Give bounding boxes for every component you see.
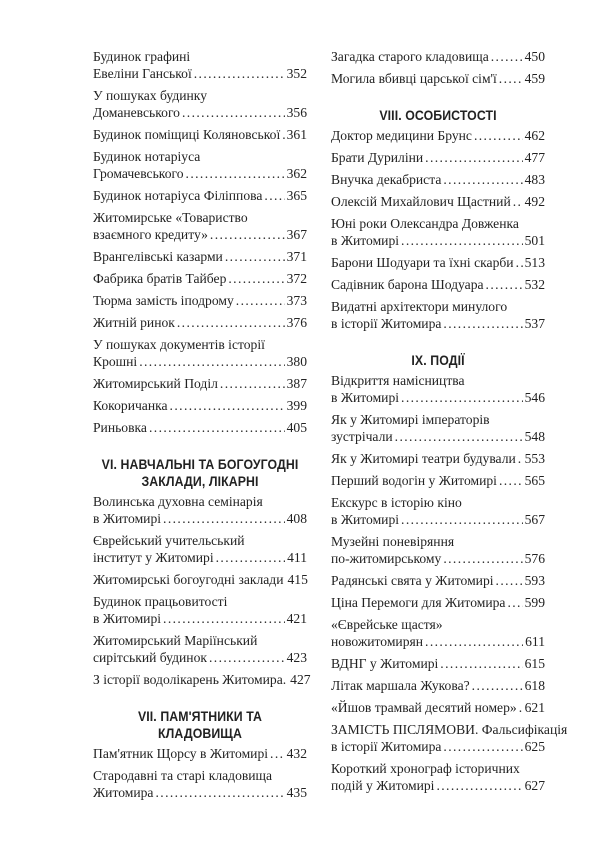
dot-leader — [264, 187, 284, 204]
toc-entry — [331, 699, 545, 716]
toc-page-number: 387 — [286, 376, 307, 391]
toc-page-number: 621 — [524, 700, 545, 715]
toc-page-number: 627 — [524, 778, 545, 793]
toc-page-number: 599 — [524, 595, 545, 610]
toc-page-number: 546 — [524, 390, 545, 405]
toc-entry-title: сирітський будинок — [93, 650, 207, 665]
toc-entry-title: Житомирське «Товариство — [93, 210, 248, 225]
dot-leader — [507, 594, 522, 611]
toc-entry-title: подій у Житомирі — [331, 778, 435, 793]
section-heading-line: ЗАКЛАДИ, ЛІКАРНІ — [141, 474, 259, 489]
toc-entry — [331, 276, 545, 293]
toc-entry — [331, 594, 545, 611]
dot-leader — [225, 248, 285, 265]
toc-entry-title: Загадка старого кладовища — [331, 49, 489, 64]
toc-entry — [93, 248, 307, 265]
dot-leader — [401, 389, 523, 406]
toc-entry — [93, 632, 307, 666]
dot-leader — [472, 677, 523, 694]
toc-entry-title: Доктор медицини Брунс — [331, 128, 472, 143]
dot-leader — [216, 549, 286, 566]
toc-entry-title: Фабрика братів Тайбер — [93, 271, 227, 286]
toc-page-number: 356 — [286, 105, 307, 120]
toc-page-number: 380 — [286, 354, 307, 369]
dot-leader — [139, 353, 284, 370]
toc-entry-title: Доманевського — [93, 105, 180, 120]
toc-entry-title: Як у Житомирі театри будували — [331, 451, 516, 466]
section-heading — [102, 456, 299, 490]
toc-right-column — [331, 48, 568, 799]
toc-entry — [331, 372, 545, 406]
dot-leader — [270, 745, 285, 762]
toc-entry-title: Житомирський Поділ — [93, 376, 218, 391]
dot-leader — [236, 292, 285, 309]
dot-leader — [518, 450, 523, 467]
toc-entry — [331, 572, 545, 589]
dot-leader — [516, 254, 523, 271]
toc-entry — [93, 148, 307, 182]
toc-page-number: 421 — [286, 611, 307, 626]
toc-entry — [93, 397, 307, 414]
toc-page-number: 365 — [286, 188, 307, 203]
toc-entry — [331, 494, 545, 528]
toc-entry — [331, 149, 545, 166]
toc-entry-title: Громачевського — [93, 166, 184, 181]
dot-leader — [282, 126, 284, 143]
dot-leader — [499, 472, 523, 489]
toc-entry-title: Крошні — [93, 354, 138, 369]
section-heading — [102, 708, 299, 742]
dot-leader — [443, 738, 522, 755]
dot-leader — [440, 655, 522, 672]
toc-entry-title: Як у Житомирі імператорів — [331, 412, 490, 427]
toc-entry — [331, 655, 545, 672]
dot-leader — [401, 511, 523, 528]
toc-entry — [331, 193, 545, 210]
toc-page-number: 513 — [524, 255, 545, 270]
toc-entry — [331, 721, 568, 755]
toc-entry — [93, 87, 307, 121]
dot-leader — [149, 419, 285, 436]
toc-entry-title: Олексій Михайлович Щастний — [331, 194, 511, 209]
toc-page-number: 462 — [524, 128, 545, 143]
toc-page-number: 492 — [524, 194, 545, 209]
toc-entry-title: Житомирські богоугодні заклади — [93, 572, 284, 587]
toc-entry — [331, 677, 545, 694]
toc-entry — [93, 493, 307, 527]
dot-leader — [425, 149, 522, 166]
toc-entry — [93, 375, 307, 392]
dot-leader — [210, 226, 285, 243]
toc-entry-title: «Єврейське щастя» — [331, 617, 443, 632]
toc-entry — [331, 70, 545, 87]
toc-entry-title: в Житомирі — [93, 611, 162, 626]
toc-entry-title: Пам'ятник Щорсу в Житомирі — [93, 746, 269, 761]
toc-entry — [331, 760, 545, 794]
toc-entry — [93, 270, 307, 287]
toc-entry-title: Кокоричанка — [93, 398, 168, 413]
toc-page-number: 565 — [524, 473, 545, 488]
toc-entry-title: Екскурс в історію кіно — [331, 495, 462, 510]
toc-entry-title: Перший водогін у Житомирі — [331, 473, 497, 488]
toc-entry-title: в історії Житомира — [331, 316, 442, 331]
toc-page-number: 501 — [524, 233, 545, 248]
toc-entry-title: Короткий хронограф історичних — [331, 761, 520, 776]
toc-page-number: 532 — [524, 277, 545, 292]
toc-entry-title: Внучка декабриста — [331, 172, 442, 187]
dot-leader — [401, 232, 523, 249]
toc-entry-title: в Житомирі — [331, 390, 400, 405]
toc-page-number: 432 — [286, 746, 307, 761]
toc-entry-title: Будинок поміщиці Коляновської — [93, 127, 281, 142]
toc-entry — [93, 209, 307, 243]
dot-leader — [209, 649, 285, 666]
toc-entry-title: Єврейський учительський — [93, 533, 245, 548]
toc-entry — [331, 533, 545, 567]
toc-entry — [93, 187, 307, 204]
toc-entry-title: Врангелівські казарми — [93, 249, 223, 264]
dot-leader — [228, 270, 284, 287]
toc-entry — [93, 571, 307, 588]
toc-page-number: 405 — [286, 420, 307, 435]
toc-entry-title: Будинок нотаріуса Філіппова — [93, 188, 263, 203]
toc-page-number: 423 — [286, 650, 307, 665]
dot-leader — [443, 550, 522, 567]
toc-page-number: 399 — [286, 398, 307, 413]
toc-entry-title: взаємного кредиту» — [93, 227, 208, 242]
toc-entry — [331, 127, 545, 144]
dot-leader — [499, 70, 523, 87]
dot-leader — [513, 193, 523, 210]
dot-leader — [519, 699, 523, 716]
toc-page-number: 372 — [286, 271, 307, 286]
toc-entry — [93, 671, 311, 688]
dot-leader — [395, 428, 523, 445]
dot-leader — [186, 165, 285, 182]
toc-entry — [331, 171, 545, 188]
toc-page-number: 367 — [286, 227, 307, 242]
toc-page-number: 371 — [286, 249, 307, 264]
toc-entry — [93, 419, 307, 436]
toc-page-number: 537 — [524, 316, 545, 331]
dot-leader — [177, 314, 285, 331]
toc-page-number: 477 — [524, 150, 545, 165]
toc-page-number: 459 — [524, 71, 545, 86]
toc-entry-title: Волинська духовна семінарія — [93, 494, 263, 509]
dot-leader — [436, 777, 522, 794]
toc-entry-title: в Житомирі — [331, 233, 400, 248]
toc-entry-title: Могила вбивці царської сім'ї — [331, 71, 497, 86]
toc-entry-title: Радянські свята у Житомирі — [331, 573, 494, 588]
toc-entry — [331, 411, 545, 445]
toc-entry-title: Ціна Перемоги для Житомира — [331, 595, 506, 610]
dot-leader — [443, 171, 522, 188]
toc-entry-title: У пошуках будинку — [93, 88, 207, 103]
toc-entry — [331, 472, 545, 489]
toc-page-number: 411 — [287, 550, 307, 565]
toc-entry — [93, 745, 307, 762]
dot-leader — [496, 572, 523, 589]
toc-page-number: 483 — [524, 172, 545, 187]
toc-entry — [93, 292, 307, 309]
toc-page-number: 625 — [524, 739, 545, 754]
toc-page-number: 415 — [287, 572, 308, 587]
toc-entry-title: Будинок працьовитості — [93, 594, 228, 609]
toc-entry — [331, 298, 545, 332]
toc-entry — [93, 767, 307, 801]
toc-entry-title: ВДНГ у Житомирі — [331, 656, 439, 671]
toc-entry-title: Літак маршала Жукова? — [331, 678, 470, 693]
toc-entry-title: У пошуках документів історії — [93, 337, 265, 352]
toc-page-number: 408 — [286, 511, 307, 526]
toc-entry — [331, 616, 545, 650]
toc-entry-title: Будинок графині — [93, 49, 191, 64]
toc-entry-title: З історії водолікарень Житомира. — [93, 672, 287, 687]
toc-page-number: 450 — [524, 49, 545, 64]
dot-leader — [220, 375, 285, 392]
toc-entry-title: Відкриття намісництва — [331, 373, 465, 388]
toc-page-number: 361 — [286, 127, 307, 142]
toc-entry — [93, 593, 307, 627]
dot-leader — [155, 784, 284, 801]
toc-page-number: 618 — [524, 678, 545, 693]
toc-entry-title: новожитомирян — [331, 634, 424, 649]
toc-entry-title: Житомирський Маріїнський — [93, 633, 258, 648]
dot-leader — [425, 633, 523, 650]
toc-entry-title: Житній ринок — [93, 315, 175, 330]
toc-entry-title: Риньовка — [93, 420, 147, 435]
toc-entry-title: Садівник барона Шодуара — [331, 277, 484, 292]
toc-page-number: 427 — [290, 672, 311, 687]
toc-entry-title: «Йшов трамвай десятий номер» — [331, 700, 517, 715]
toc-entry-title: в історії Житомира — [331, 739, 442, 754]
toc-page-number: 362 — [286, 166, 307, 181]
section-heading-line: VI. НАВЧАЛЬНІ ТА БОГОУГОДНІ — [101, 457, 299, 472]
toc-entry — [331, 450, 545, 467]
toc-entry — [93, 48, 307, 82]
toc-left-column — [93, 48, 311, 806]
dot-leader — [474, 127, 523, 144]
section-heading-line: VII. ПАМ'ЯТНИКИ ТА КЛАДОВИЩА — [137, 709, 263, 741]
dot-leader — [182, 104, 285, 121]
toc-page-number: 373 — [286, 293, 307, 308]
toc-entry — [93, 126, 307, 143]
toc-page-number: 567 — [524, 512, 545, 527]
toc-entry-title: Музейні поневіряння — [331, 534, 455, 549]
toc-entry — [93, 532, 307, 566]
toc-page-number: 553 — [524, 451, 545, 466]
dot-leader — [163, 610, 285, 627]
toc-page-number: 376 — [286, 315, 307, 330]
dot-leader — [170, 397, 285, 414]
dot-leader — [163, 510, 285, 527]
toc-entry-title: Видатні архітектори минулого — [331, 299, 508, 314]
toc-entry — [331, 254, 545, 271]
toc-entry-title: Барони Шодуари та їхні скарби — [331, 255, 514, 270]
toc-page-number: 548 — [524, 429, 545, 444]
toc-entry-title: Юні роки Олександра Довженка — [331, 216, 519, 231]
toc-entry — [93, 336, 307, 370]
toc-entry-title: Житомира — [93, 785, 154, 800]
toc-entry — [93, 314, 307, 331]
toc-entry-title: інститут у Житомирі — [93, 550, 214, 565]
toc-page-number: 611 — [525, 634, 545, 649]
toc-entry-title: Евеліни Ганської — [93, 66, 192, 81]
toc-entry — [331, 48, 545, 65]
toc-entry-title: ЗАМІСТЬ ПІСЛЯМОВИ. Фальсифікація — [331, 722, 568, 737]
toc-entry-title: по-житомирському — [331, 551, 442, 566]
toc-page-number: 593 — [524, 573, 545, 588]
toc-entry-title: Брати Дуриліни — [331, 150, 424, 165]
toc-entry-title: в Житомирі — [331, 512, 400, 527]
section-heading-line: IX. ПОДІЇ — [411, 353, 465, 368]
dot-leader — [443, 315, 522, 332]
dot-leader — [486, 276, 523, 293]
toc-entry-title: в Житомирі — [93, 511, 162, 526]
toc-entry-title: Стародавні та старі кладовища — [93, 768, 273, 783]
toc-entry — [331, 215, 545, 249]
section-heading — [340, 107, 537, 124]
dot-leader — [491, 48, 523, 65]
toc-entry-title: зустрічали — [331, 429, 393, 444]
toc-entry-title: Тюрма замість іподрому — [93, 293, 234, 308]
toc-page-number: 576 — [524, 551, 545, 566]
section-heading-line: VIII. ОСОБИСТОСТІ — [379, 108, 497, 123]
toc-entry-title: Будинок нотаріуса — [93, 149, 201, 164]
dot-leader — [194, 65, 285, 82]
toc-page-number: 615 — [524, 656, 545, 671]
section-heading — [340, 352, 537, 369]
toc-page-number: 435 — [286, 785, 307, 800]
toc-page-number: 352 — [286, 66, 307, 81]
